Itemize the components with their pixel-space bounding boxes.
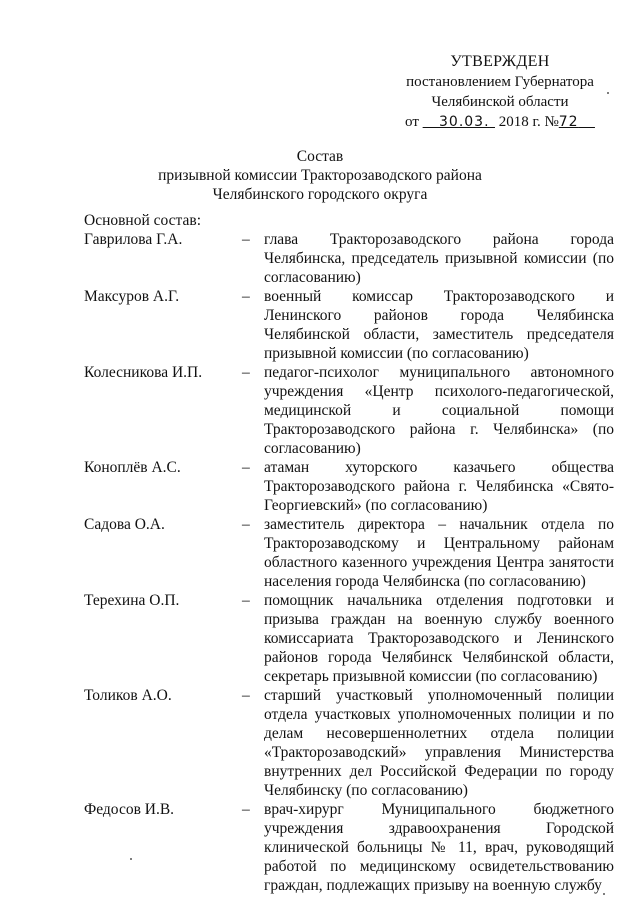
member-role: глава Тракторозаводского района города Челябинска, председатель призывной комиссии (по согласованию) xyxy=(264,231,614,286)
member-role: заместитель директора – начальник отдела по Тракторозаводскому и Центральному районам областного казенного учреждения Центра занятости населения города Челябинска (по согласованию) xyxy=(264,516,614,590)
member-name: Терехина О.П. xyxy=(84,592,180,609)
approval-title: УТВЕРЖДЕН xyxy=(450,53,550,70)
member-dash: – xyxy=(242,459,250,476)
scan-speck xyxy=(130,858,132,860)
heading-line-2: призывной комиссии Тракторозаводского района xyxy=(158,167,482,184)
member-dash: – xyxy=(242,687,250,704)
member-name: Садова О.А. xyxy=(84,516,165,533)
member-name: Гаврилова Г.А. xyxy=(84,231,183,248)
scan-speck xyxy=(607,92,609,94)
date-value: 30.03. xyxy=(439,114,490,130)
member-role: атаман хуторского казачьего общества Тракторозаводского района г. Челябинска «Свято-Георгиевский» (по согласованию) xyxy=(264,459,614,514)
member-dash: – xyxy=(242,288,250,305)
member-row xyxy=(84,230,614,287)
member-dash: – xyxy=(242,516,250,533)
member-name: Коноплёв А.С. xyxy=(84,459,181,476)
member-row xyxy=(84,591,614,686)
member-role: военный комиссар Тракторозаводского и Ленинского районов города Челябинска Челябинской области, заместитель председателя призывной комиссии (по согласованию) xyxy=(264,288,614,362)
member-dash: – xyxy=(242,801,250,818)
section-label: Основной состав: xyxy=(84,212,202,229)
member-role: педагог-психолог муниципального автономного учреждения «Центр психолого-педагогической, медицинской и социальной помощи Тракторозаводского района г. Челябинска» (по согласованию) xyxy=(264,364,614,457)
member-role: помощник начальника отделения подготовки и призыва граждан на военную службу военного комиссариата Тракторозаводского и Ленинского районов города Челябинск Челябинской области, секретарь призывной комиссии (по согласованию) xyxy=(264,592,614,685)
member-dash: – xyxy=(242,364,250,381)
approval-block xyxy=(380,52,620,132)
member-row xyxy=(84,515,614,591)
heading-line-1: Состав xyxy=(296,148,344,165)
approval-date-line xyxy=(380,112,620,132)
approval-line-2: Челябинской области xyxy=(431,94,569,110)
member-row xyxy=(84,458,614,515)
members-list xyxy=(84,230,614,895)
member-name: Федосов И.В. xyxy=(84,801,175,818)
approval-line-1: постановлением Губернатора xyxy=(406,74,594,90)
member-row xyxy=(84,800,614,895)
date-prefix: от xyxy=(405,114,419,130)
member-row xyxy=(84,363,614,458)
member-role: врач-хирург Муниципального бюджетного учреждения здравоохранения Городской клинической больницы № 11, врач, руководящий работой по медицинскому освидетельствованию граждан, подлежащих призыву на военную службу xyxy=(264,801,614,894)
document-heading xyxy=(0,147,640,204)
member-name: Максуров А.Г. xyxy=(84,288,180,305)
member-name: Толиков А.О. xyxy=(84,687,172,704)
scan-speck xyxy=(603,893,605,895)
member-dash: – xyxy=(242,592,250,609)
heading-line-3: Челябинского городского округа xyxy=(212,186,428,203)
member-role: старший участковый уполномоченный полиции отдела участковых уполномоченных полиции и по делам несовершеннолетних отдела полиции «Тракторозаводский» управления Министерства внутренних дел Российской Федерации по городу Челябинску (по согласованию) xyxy=(264,687,614,799)
member-dash: – xyxy=(242,231,250,248)
decree-number: 72 xyxy=(558,114,579,130)
member-row xyxy=(84,287,614,363)
member-name: Колесникова И.П. xyxy=(84,364,203,381)
member-row xyxy=(84,686,614,800)
date-year: 2018 г. № xyxy=(498,114,559,130)
